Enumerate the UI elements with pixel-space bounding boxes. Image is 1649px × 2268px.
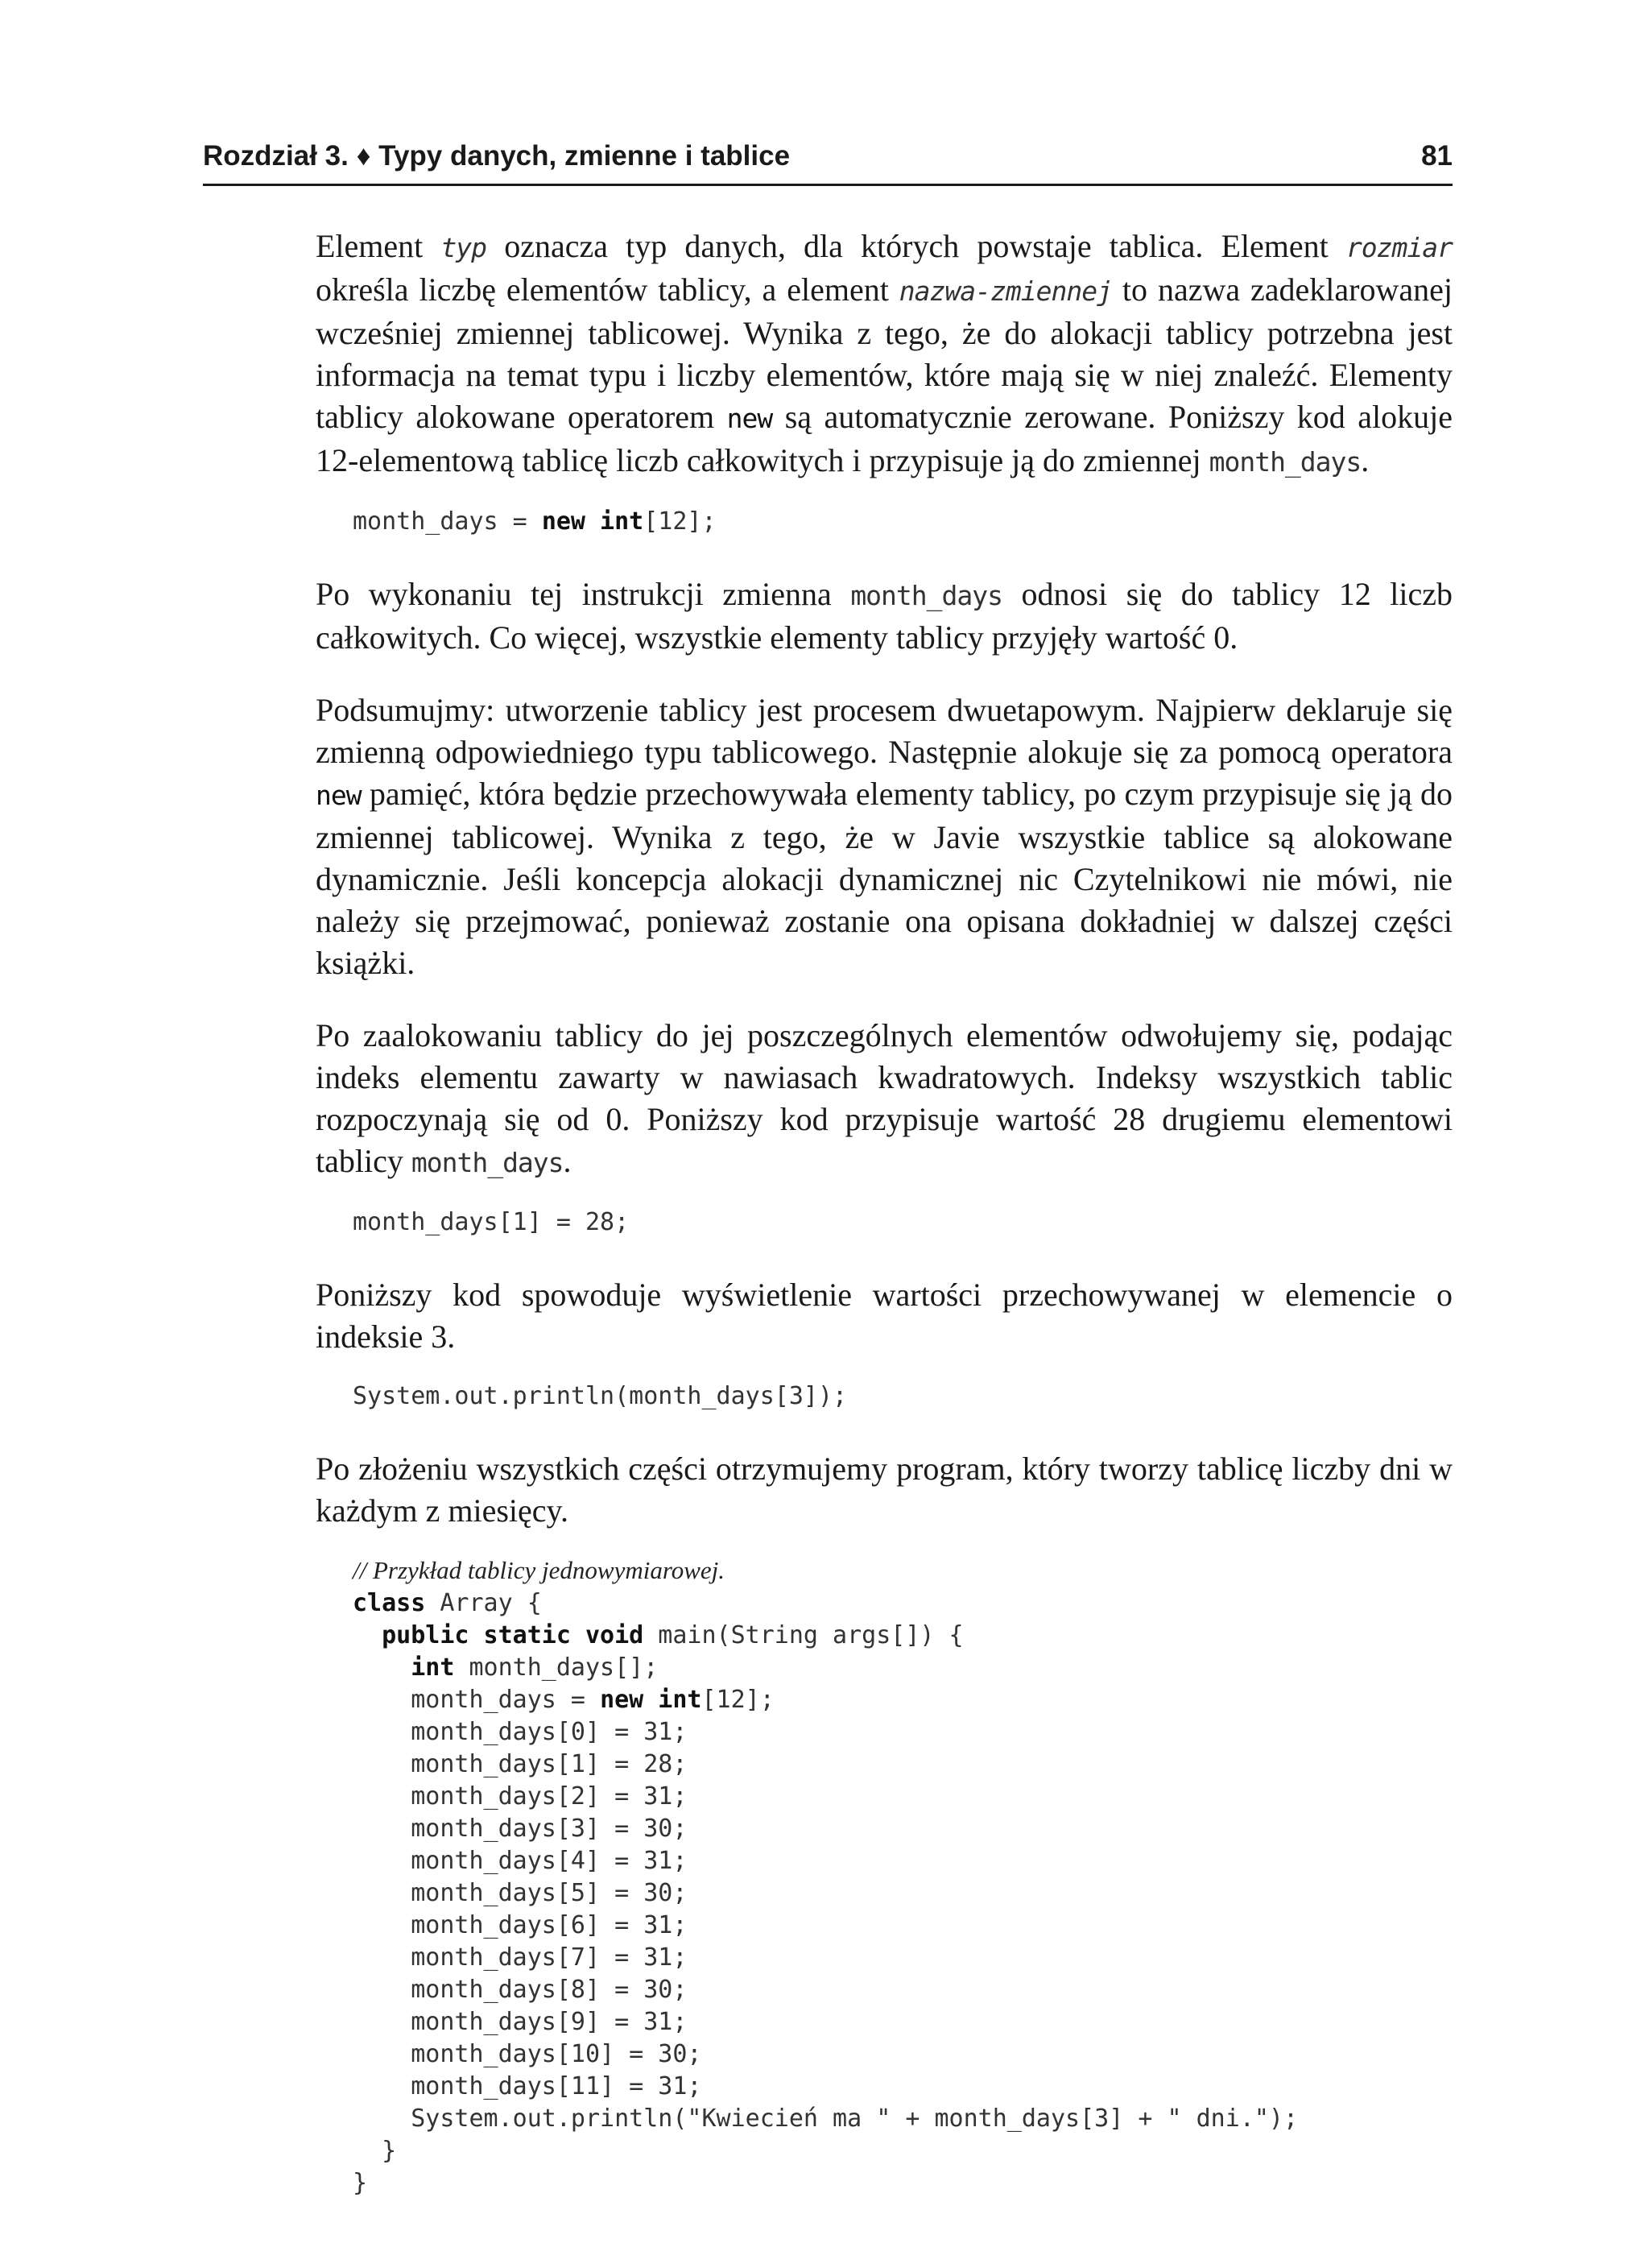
code-line: month_days[4] = 31; [411, 1847, 688, 1875]
code-line: System.out.println("Kwiecień ma " + month_days[3] + " dni."); [411, 2105, 1299, 2133]
paragraph-6: Po złożeniu wszystkich części otrzymujemy program, który tworzy tablicę liczby dni w każdym z miesięcy. [316, 1451, 1453, 1529]
code-line: month_days[8] = 30; [411, 1976, 688, 2004]
code-line: month_days[0] = 31; [411, 1718, 688, 1746]
inline-code: rozmiar [1345, 232, 1453, 263]
inline-code: new [316, 780, 362, 811]
paragraph-1: Element typ oznacza typ danych, dla których powstaje tablica. Element rozmiar określa liczbę elementów tablicy, a element nazwa-zmiennej to nazwa zadeklarowanej wcześniej zmiennej tablicowej. Wynika z tego, że do alokacji tablicy potrzebna jest informacja na temat typu i liczby elementów, które mają się w niej znaleźć. Elementy tablicy alokowane operatorem new są automatycznie zerowane. Poniższy kod alokuje 12-elementową tablicę liczb całkowitych i przypisuje ją do zmiennej month_days. [316, 228, 1453, 478]
code-line: month_days[2] = 31; [411, 1782, 688, 1811]
code-line: month_days[5] = 30; [411, 1879, 688, 1907]
code-line: month_days[7] = 31; [411, 1943, 688, 1972]
code-snippet-3: System.out.println(month_days[3]); [353, 1382, 848, 1410]
paragraph-5: Poniższy kod spowoduje wyświetlenie wartości przechowywanej w elemencie o indeksie 3. [316, 1277, 1453, 1355]
paragraph-3: Podsumujmy: utworzenie tablicy jest procesem dwuetapowym. Najpierw deklaruje się zmienną odpowiedniego typu tablicowego. Następnie alokuje się za pomocą operatora new pamięć, która będzie przechowywała elementy tablicy, po czym przypisuje się ją do zmiennej tablicowej. Wynika z tego, że w Javie wszystkie tablice są alokowane dynamicznie. Jeśli koncepcja alokacji dynamicznej nic Czytelnikowi nie mówi, nie należy się przejmować, ponieważ zostanie ona opisana dokładniej w dalszej części książki. [316, 692, 1453, 981]
chapter-title: Rozdział 3. ♦ Typy danych, zmienne i tablice [203, 140, 791, 172]
program-listing: // Przykład tablicy jednowymiarowej. class Array { public static void main(String args[]) { int month_days[]; month_days = new int[12]; month_days[0] = 31; month_days[1] = 28; month_days[2] = 31; month_days[3] = 30; month_days[4] = 31; month_days[5] = 30; month_days[6] = 31; month_days[7] = 31; month_days[8] = 30; month_days[9] = 31; month_days[10] = 30; month_days[11] = 31; System.out.println("Kwiecień ma " + month_days[3] + " dni."); } } [353, 1556, 1299, 2197]
paragraph-4: Po zaalokowaniu tablicy do jej poszczególnych elementów odwołujemy się, podając indeks elementu zawarty w nawiasach kwadratowych. Indeksy wszystkich tablic rozpoczynają się od 0. Poniższy kod przypisuje wartość 28 drugiemu elementowi tablicy month_days. [316, 1017, 1453, 1179]
code-line: month_days[6] = 31; [411, 1911, 688, 1939]
code-snippet-1: month_days = new int[12]; [353, 507, 717, 536]
running-header [203, 137, 1453, 186]
inline-code: new [726, 403, 773, 434]
paragraph-2: Po wykonaniu tej instrukcji zmienna month_days odnosi się do tablicy 12 liczb całkowitych. Co więcej, wszystkie elementy tablicy przyjęły wartość 0. [316, 576, 1453, 656]
code-line: month_days[11] = 31; [411, 2072, 702, 2100]
page-body [316, 226, 1453, 2200]
code-line: month_days[10] = 30; [411, 2040, 702, 2068]
code-comment: // Przykład tablicy jednowymiarowej. [353, 1556, 725, 1584]
page-number: 81 [1421, 140, 1453, 172]
inline-code: nazwa-zmiennej [899, 275, 1112, 307]
inline-code: typ [440, 232, 487, 263]
code-line: month_days[1] = 28; [411, 1750, 688, 1778]
code-line: month_days[3] = 30; [411, 1815, 688, 1843]
inline-code: month_days [1209, 446, 1362, 478]
inline-code: month_days [411, 1147, 564, 1178]
inline-code: month_days [850, 580, 1002, 611]
code-line: month_days[9] = 31; [411, 2008, 688, 2036]
code-snippet-2: month_days[1] = 28; [353, 1208, 630, 1236]
